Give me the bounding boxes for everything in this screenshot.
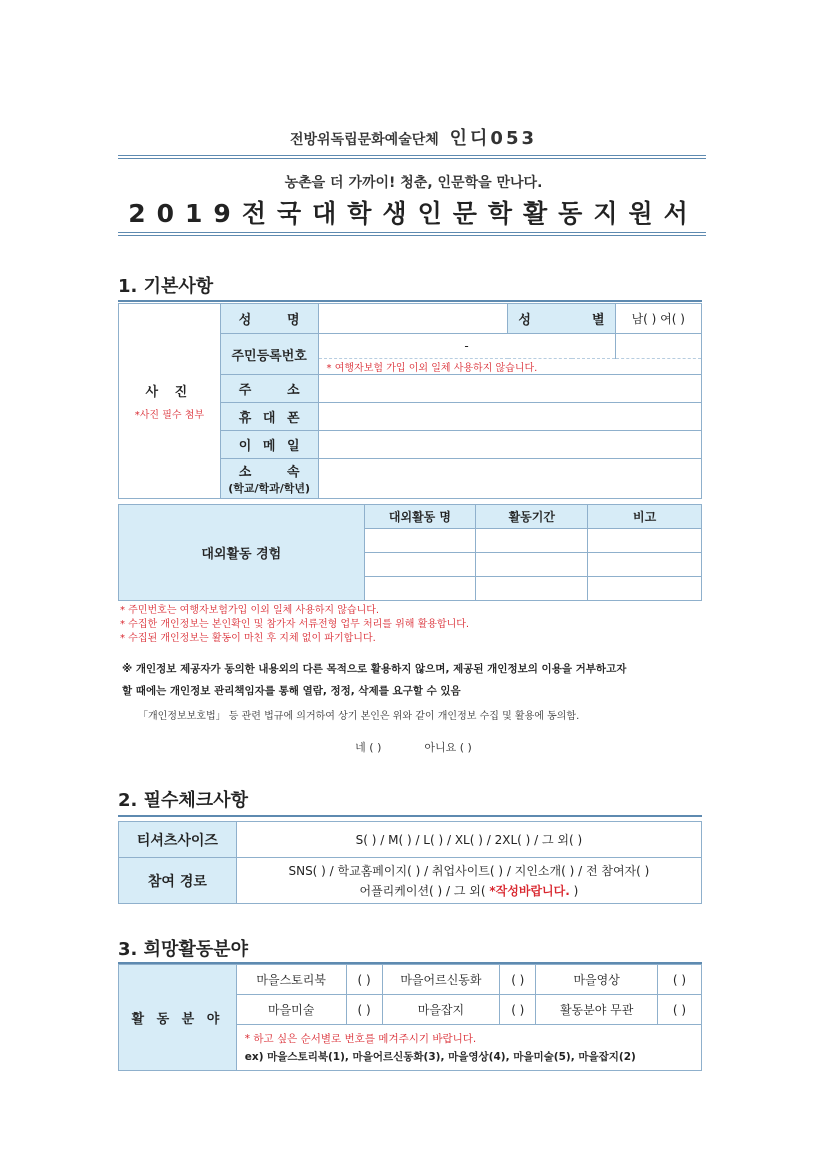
- section3-heading: 3. 희망활동분야: [118, 939, 248, 960]
- name-label: 성 명: [238, 313, 300, 328]
- route-line2: [237, 881, 701, 901]
- field-table: [118, 964, 702, 1071]
- field-option: 마을스토리북: [236, 965, 346, 995]
- name-input[interactable]: [318, 304, 508, 334]
- page-title: 2019전국대학생인문학활동지원서: [128, 199, 699, 228]
- field-option: 마을잡지: [382, 995, 500, 1025]
- rrn-note: * 여행자보험 가입 이외 일체 사용하지 않습니다.: [318, 359, 701, 375]
- rrn-input-cell[interactable]: [318, 334, 615, 359]
- field-option: 마을어르신동화: [382, 965, 500, 995]
- activity-col-name: 대외활동 명: [364, 505, 476, 529]
- organization-name: 전방위독립문화예술단체: [290, 132, 439, 148]
- field-note-cell: [236, 1025, 701, 1071]
- section2-rule: [118, 815, 702, 817]
- header-rule-top: [118, 155, 706, 159]
- gender-label-cell: [508, 304, 615, 334]
- activity-cell[interactable]: [364, 553, 476, 577]
- slogan: 농촌을 더 가까이! 청춘, 인문학을 만나다.: [284, 175, 543, 191]
- field-note: * 하고 싶은 순서별로 번호를 메겨주시기 바랍니다.: [244, 1032, 477, 1045]
- required-check-table: [118, 821, 702, 904]
- section2-heading: 2. 필수체크사항: [118, 790, 248, 811]
- activity-cell[interactable]: [364, 577, 476, 601]
- consent-statement: 「개인정보보호법」 등 관련 법규에 의거하여 상기 본인은 위와 같이 개인정보 수집 및 활용에 동의함.: [138, 711, 580, 722]
- affiliation-sub: (학교/학과/학년): [228, 482, 311, 495]
- phone-label-cell: [220, 403, 318, 431]
- section1-rule: [118, 300, 702, 302]
- privacy-notes: [120, 604, 469, 646]
- activity-cell[interactable]: [588, 553, 702, 577]
- address-label-cell: [220, 375, 318, 403]
- privacy-note: * 주민번호는 여행자보험가입 이외 일체 사용하지 않습니다.: [120, 605, 380, 616]
- photo-label: 사 진: [145, 385, 194, 400]
- route-line1: SNS( ) / 학교홈페이지( ) / 취업사이트( ) / 지인소개( ) / 전 참여자( ): [288, 863, 650, 878]
- field-option: 활동분야 무관: [536, 995, 658, 1025]
- gender-label: 성 별: [518, 313, 605, 328]
- tshirt-options[interactable]: S( ) / M( ) / L( ) / XL( ) / 2XL( ) / 그 외( ): [236, 822, 701, 858]
- route-label: 참여 경로: [119, 858, 237, 904]
- field-check[interactable]: ( ): [346, 965, 382, 995]
- activity-cell[interactable]: [476, 529, 588, 553]
- section1-heading: 1. 기본사항: [118, 276, 214, 297]
- email-label-cell: [220, 431, 318, 459]
- photo-box[interactable]: [119, 304, 221, 499]
- organization-line: [0, 124, 827, 150]
- field-check[interactable]: ( ): [658, 965, 702, 995]
- consent-line: 할 때에는 개인정보 관리책임자를 통해 열람, 정정, 삭제를 요구할 수 있음: [122, 685, 461, 697]
- field-example: ex) 마을스토리북(1), 마을어르신동화(3), 마을영상(4), 마을미술(5), 마을잡지(2): [244, 1050, 636, 1063]
- rrn-dash: -: [464, 339, 469, 353]
- affiliation-input[interactable]: [318, 459, 701, 499]
- field-check[interactable]: ( ): [346, 995, 382, 1025]
- consent-line: ※ 개인정보 제공자가 동의한 내용외의 다른 목적으로 활용하지 않으며, 제공된 개인정보의 이용을 거부하고자: [122, 663, 627, 675]
- privacy-note: * 수집한 개인정보는 본인확인 및 참가자 서류전형 업무 처리를 위해 활용합니다.: [120, 619, 470, 630]
- route-line2-text: 어플리케이션( ) / 그 외(: [359, 883, 486, 898]
- address-input[interactable]: [318, 375, 701, 403]
- activity-label: 대외활동 경험: [119, 505, 365, 601]
- address-label: 주 소: [238, 383, 300, 398]
- activity-cell[interactable]: [588, 577, 702, 601]
- activity-cell[interactable]: [476, 553, 588, 577]
- route-options[interactable]: [236, 858, 701, 904]
- activity-cell[interactable]: [476, 577, 588, 601]
- tshirt-label: 티셔츠사이즈: [119, 822, 237, 858]
- route-write-note: *작성바랍니다.: [489, 883, 570, 898]
- consent-no[interactable]: 아니요 ( ): [424, 741, 472, 754]
- basic-info-table: [118, 303, 702, 499]
- privacy-note: * 수집된 개인정보는 활동이 마친 후 지체 없이 파기합니다.: [120, 633, 376, 644]
- activity-col-note: 비고: [588, 505, 702, 529]
- rrn-input-extra[interactable]: [615, 334, 701, 359]
- consent-choice: [0, 739, 827, 755]
- activity-table: [118, 504, 702, 601]
- field-option: 마을영상: [536, 965, 658, 995]
- name-label-cell: [220, 304, 318, 334]
- phone-input[interactable]: [318, 403, 701, 431]
- route-line2-close: ): [573, 883, 579, 898]
- affiliation-label-cell: [220, 459, 318, 499]
- consent-yes[interactable]: 네 ( ): [355, 741, 382, 754]
- email-label: 이 메 일: [238, 439, 300, 454]
- header-rule-bottom: [118, 232, 706, 236]
- field-label: 활 동 분 야: [119, 965, 237, 1071]
- activity-cell[interactable]: [364, 529, 476, 553]
- activity-col-period: 활동기간: [476, 505, 588, 529]
- rrn-label: 주민등록번호: [220, 334, 318, 375]
- field-check[interactable]: ( ): [658, 995, 702, 1025]
- field-option: 마을미술: [236, 995, 346, 1025]
- consent-text: [122, 658, 707, 702]
- photo-note: *사진 필수 첨부: [134, 410, 205, 421]
- field-check[interactable]: ( ): [500, 965, 536, 995]
- gender-choice[interactable]: 남( ) 여( ): [615, 304, 701, 334]
- phone-label: 휴 대 폰: [238, 411, 300, 426]
- email-input[interactable]: [318, 431, 701, 459]
- activity-cell[interactable]: [588, 529, 702, 553]
- brand-name: 인디053: [449, 128, 537, 149]
- field-check[interactable]: ( ): [500, 995, 536, 1025]
- affiliation-label: 소 속: [238, 465, 300, 480]
